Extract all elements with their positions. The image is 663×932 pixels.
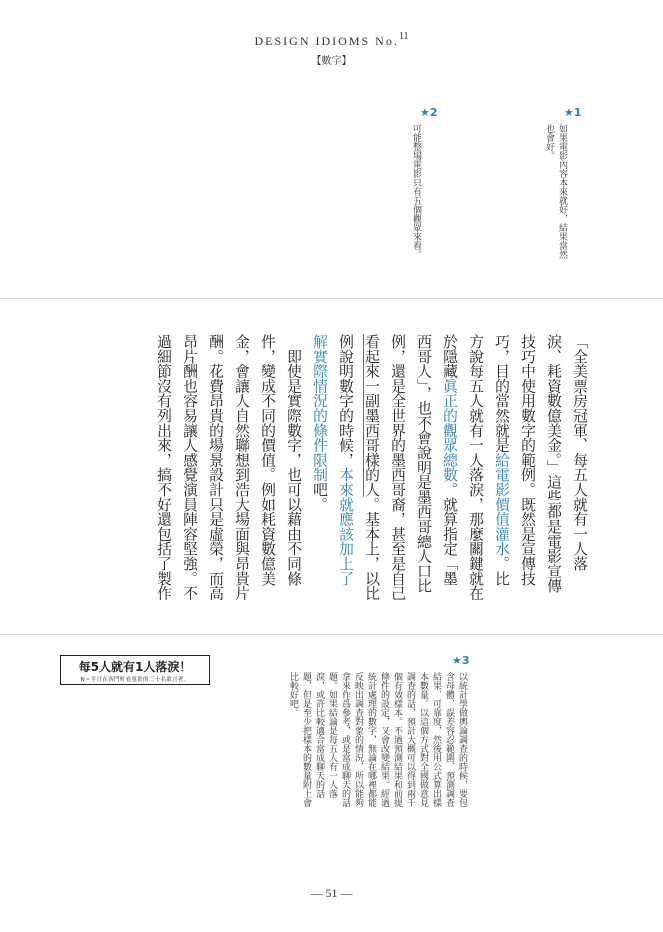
note-1-marker: ★1	[564, 106, 582, 119]
body-text: 「全美票房冠軍、每五人就有一人落 淚、耗資數億美金。」這些都是電影宣傳 技巧中使用數字的範例。既然是宣傳技 巧，目的當然就是給電影價值灌水。比 方說每五人就有一人落淚，那麼關鍵就在 於隱藏眞正的觀眾總數。就算指定「墨 西哥人」，也不會說明是墨西哥總人口比 例，還是全世界的墨西哥裔，甚至是自己 看起來一副墨西哥樣的人。基本上，以比 例說明數字的時候，本來就應該加上了 解實際情況的條件限制吧。 即使是實際數字，也可以藉由不同條 件，變成不同的價值。例如耗資數億美 金，會讓人自然聯想到浩大場面與昂貴片 酬。花費昂貴的場景設計只是虛榮，而高 昂片酬也容易讓人感覺演員陣容堅強。不 過細節沒有列出來，搞不好還包括了製作	[155, 334, 588, 601]
callout-title: 每5人就有1人落淚！	[78, 660, 192, 674]
page-number: — 51 —	[310, 886, 353, 900]
divider-bottom	[0, 634, 663, 635]
note-3-text: 以統計學做輿論調查的時候，要包 含母體、誤差容忍範圍、預測調查 結果、可靠度，然後用公式算出樣 本數量。以這個方式對全國做意見 調查的話，預計大概可以得到兩千 個有效樣本。不過預測結果和前提 條件的設定，又會改變結果。經過 統計處理的數字，無論在哪裡都能 反映出調查對象的情況，所以能夠 拿來作爲參考，或是當成聊天的話 題。如果結論是每五人有一人落 淚，或許比較適合當成聊天的話 題，但是至少把樣本的數量附上會 比較好吧。	[288, 672, 467, 807]
callout-box	[60, 655, 210, 685]
issue-number: 11	[398, 31, 409, 42]
note-2-text: 可能整場電影只有五個觀眾來看。	[411, 124, 421, 259]
callout-caption: N＝平日在西門町看電影的三十名欲言者。	[80, 677, 190, 683]
note-2-marker: ★2	[420, 106, 438, 119]
section-subtitle: 【數字】	[311, 56, 352, 67]
divider-top	[0, 298, 663, 299]
running-header: DESIGN IDIOMS No.$^{11}$	[254, 31, 409, 48]
note-1-text: 如果電影內容本來就好，結果當然 也會好。	[544, 124, 567, 259]
note-3-marker: ★3	[452, 654, 470, 667]
